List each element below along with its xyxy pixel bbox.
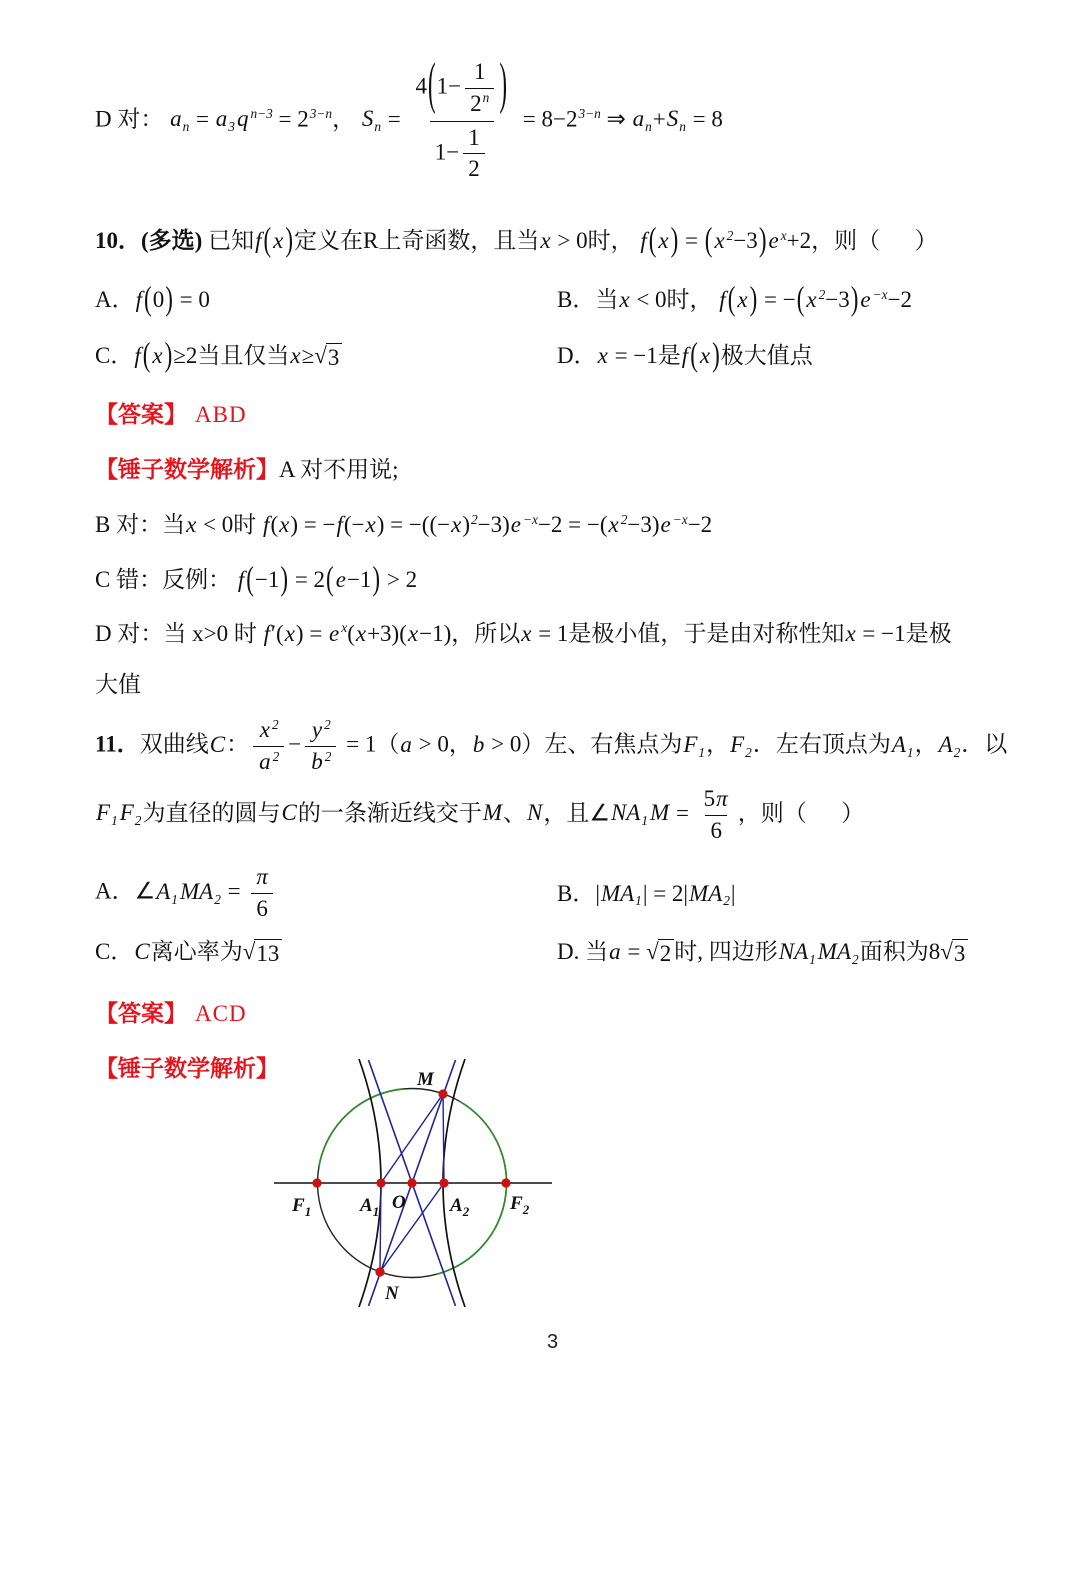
answer-10-row — [95, 396, 1010, 429]
solution-10b-line: B 对：当x < 0时 $f(x) = -f(-x) = -((-x)^2-3)e$ $^{-x}$−2 = −(x $^2$−3)e $^{-x}$−2 — [95, 511, 713, 538]
point-f2 — [501, 1178, 510, 1187]
point-a1 — [376, 1178, 385, 1187]
hyperbola-figure — [253, 1049, 565, 1317]
analysis-10-label: 【锤子数学解析】 — [95, 457, 279, 483]
point-a2 — [439, 1178, 448, 1187]
option-10-a: A．f(0) = 0 — [95, 281, 210, 318]
solution-10c-line: C 错：反例： f(−1) = 2(e−1) > 2 — [95, 561, 418, 598]
page-number: 3 — [546, 1330, 559, 1353]
answer-10-value: ABD — [195, 402, 247, 428]
label-f1: $F_1$ — [292, 1194, 312, 1219]
label-a2: $A_2$ — [450, 1194, 470, 1219]
point-o — [407, 1178, 416, 1187]
question-10-options-row-2 — [95, 336, 1010, 373]
label-o: O — [392, 1191, 406, 1213]
analysis-11-label: 【锤子数学解析】 — [95, 1055, 279, 1081]
option-11-b: B．$|MA_1| = 2|MA_2|$ — [557, 880, 736, 909]
point-n — [375, 1267, 384, 1276]
circle-green-arc-left — [319, 1089, 404, 1167]
question-11-options-row-1 — [95, 862, 1010, 925]
solution-9d-line: D 对： $a_n = a_3q$ $^{n-3} = 2^{3-n}$， $S_n$ = 4(1− $\frac{1}{2^n}$ ) 1− $\frac{1}{2}$ = $8-2^{3-n}$ ⇒ $a_n+S_n = 8$ — [95, 56, 1010, 186]
label-m: M — [417, 1068, 434, 1090]
question-11-options-row-2 — [95, 935, 1010, 969]
solution-10d-line: D 对：当 x>0 时 f′(x) = e $^x$(x+3)(x−1)，所以x = 1是极小值，于是由对称性知x = −1是极 — [95, 620, 952, 646]
question-10-options-row-1 — [95, 283, 1010, 316]
analysis-10-intro: A 对不用说; — [279, 457, 399, 483]
question-10-title: 10．(多选) 已知f(x)定义在R上奇函数，且当x > 0时， f(x) = (x $^2$−3)e $^x$+2，则（ ） — [95, 221, 938, 258]
point-f1 — [312, 1178, 321, 1187]
solution-10d-continued: 大值 — [95, 672, 141, 698]
analysis-10-row — [95, 451, 1010, 484]
option-10-c: C．f(x)≥2当且仅当x≥ √ 3 — [95, 339, 557, 372]
option-11-d: D. 当a = √ 2 时, 四边形$NA_1MA_2$面积为8 √ 3 — [557, 935, 968, 969]
answer-11-row — [95, 995, 1010, 1028]
question-11-line-2: $F_1F_2$为直径的圆与C的一条渐近线交于M、N，且$\angle NA_1M$ = $\frac{5\pi}{6}$ ，则（ ） — [95, 784, 1010, 847]
label-n: N — [385, 1282, 399, 1304]
point-m — [438, 1089, 447, 1098]
label-f2: $F_2$ — [510, 1192, 530, 1217]
option-11-c: C．C离心率为 √ 13 — [95, 935, 557, 968]
option-10-b: B．当x < 0时， f(x) = −(x $^2$−3)e $^{-x}$−2 — [557, 281, 913, 318]
answer-10-label: 【答案】 — [95, 402, 187, 428]
label-a1: $A_1$ — [360, 1194, 380, 1219]
option-11-a: A．$\angle A_1MA_2$ = $\frac{\pi}{6}$ — [95, 862, 557, 925]
document-page — [0, 51, 1080, 1584]
page-content — [0, 51, 1080, 1354]
answer-11-value: ACD — [195, 1000, 247, 1026]
option-10-d: D．x = −1是f(x)极大值点 — [557, 336, 813, 373]
answer-11-label: 【答案】 — [95, 1000, 187, 1026]
question-11-line-1: 11．双曲线C： $\frac{x ^2}{a ^2}$ − $\frac{y ^2}{b ^2}$ = 1（a > 0，b > 0）左、右焦点为$F_1$，$F_2$．左右顶点为$A_1$，$A_2$．以 — [95, 715, 1010, 778]
